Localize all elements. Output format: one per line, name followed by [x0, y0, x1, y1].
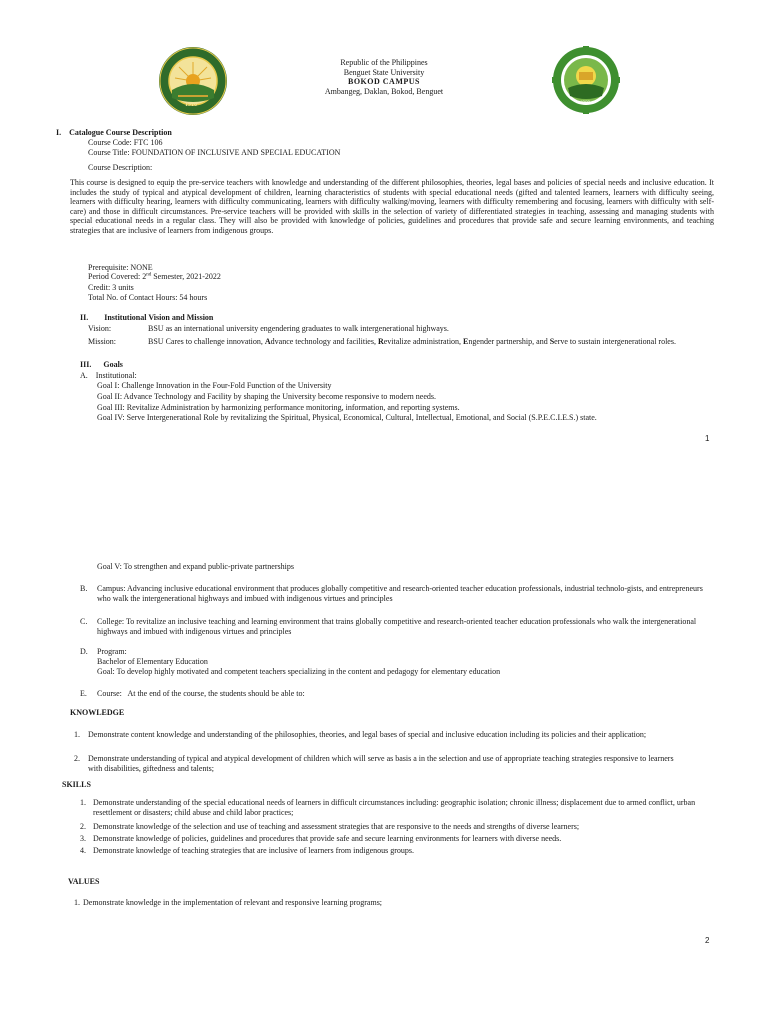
left-seal-year: 1916	[185, 102, 197, 108]
values-item-1: Demonstrate knowledge in the implementation of relevant and responsive learning programs;	[83, 898, 383, 907]
section-2-title: Institutional Vision and Mission	[104, 313, 214, 322]
skills-item-4: Demonstrate knowledge of teaching strategies that are inclusive of learners from indigenous groups.	[93, 846, 415, 855]
course-code: Course Code: FTC 106	[88, 138, 163, 147]
prerequisite: Prerequisite: NONE	[88, 263, 153, 272]
skills-item-1: Demonstrate understanding of the special educational needs of learners in difficult circumstances including: geographic isolation; chronic illness; displacement due to armed conflict, urban resettlement or disasters; child abuse and child labor practices;	[93, 798, 696, 817]
goals-d-title: Program:	[97, 647, 127, 656]
letterhead-address: Ambangeg, Daklan, Bokod, Benguet	[324, 86, 444, 96]
institutional-goal-4: Goal IV: Serve Intergenerational Role by revitalizing the Spiritual, Physical, Economical, Cultural, Intellectual, Emotional, and Social (S.P.E.C.I.E.S.) state.	[97, 413, 597, 422]
knowledge-heading: KNOWLEDGE	[70, 708, 125, 717]
program-goal: Goal: To develop highly motivated and competent teachers specializing in the content and pedagogy for elementary education	[97, 667, 501, 676]
mission-part: evitalize administration,	[383, 337, 464, 346]
values-heading: VALUES	[68, 877, 100, 886]
mission-initial-s: S	[549, 337, 555, 346]
course-title: Course Title: FOUNDATION OF INCLUSIVE AND SPECIAL EDUCATION	[88, 148, 341, 157]
letterhead	[270, 58, 498, 96]
goals-d-label: D.	[80, 647, 88, 656]
knowledge-item-1-num: 1.	[74, 730, 80, 739]
skills-item-4-num: 4.	[80, 846, 86, 855]
section-1-number: I.	[56, 128, 62, 137]
mission-part: BSU Cares to challenge innovation,	[148, 337, 265, 346]
page-number-2: 2	[705, 936, 710, 945]
section-3-title: Goals	[103, 360, 123, 369]
letterhead-country: Republic of the Philippines	[340, 58, 428, 67]
goals-b-text: Campus: Advancing inclusive educational environment that produces globally competitive and research-oriented teacher education professionals, industrial technolo-gists, and entrepreneurs who walk the intergenerational highways and imbued with indigenous virtues and principles	[97, 584, 703, 603]
goals-e-text: Course: At the end of the course, the students should be able to:	[97, 689, 305, 698]
skills-item-2-num: 2.	[80, 822, 86, 831]
period-covered-rest: Semester, 2021-2022	[151, 272, 221, 281]
skills-item-3-num: 3.	[80, 834, 86, 843]
institutional-goal-3: Goal III: Revitalize Administration by harmonizing performance monitoring, information, and reporting systems.	[97, 403, 460, 412]
period-covered-label: Period Covered: 2	[88, 272, 147, 281]
mission-text	[148, 337, 688, 347]
letterhead-university: Benguet State University	[343, 67, 425, 77]
mission-initial-r: R	[377, 337, 384, 346]
section-1-title: Catalogue Course Description	[69, 128, 172, 137]
knowledge-item-1: Demonstrate content knowledge and understanding of the philosophies, theories, and legal bases of special and inclusive education including its policies and their application;	[88, 730, 647, 739]
mission-initial-a: A	[264, 337, 271, 346]
skills-item-2: Demonstrate knowledge of the selection and use of teaching and assessment strategies that are responsive to the needs and strengths of diverse learners;	[93, 822, 580, 831]
section-3-heading	[80, 360, 123, 370]
mission-label: Mission:	[88, 337, 117, 346]
section-2-heading	[80, 313, 213, 323]
letterhead-campus: BOKOD CAMPUS	[348, 77, 420, 86]
course-description-label: Course Description:	[88, 163, 153, 172]
skills-item-1-num: 1.	[80, 798, 86, 807]
period-covered-sup: nd	[146, 272, 152, 278]
mission-initial-e: E	[463, 337, 469, 346]
knowledge-item-2-num: 2.	[74, 754, 80, 763]
goal-5: Goal V: To strengthen and expand public-private partnerships	[97, 562, 294, 571]
right-seal-year: 1989	[580, 101, 590, 106]
knowledge-item-2: Demonstrate understanding of typical and atypical development of children which will serve as basis a in the selection and use of appropriate teaching strategies responsive to learners with disabilities, giftedness and talents;	[88, 754, 674, 773]
period-covered	[88, 272, 221, 282]
goals-b-label: B.	[80, 584, 88, 593]
vision-text: BSU as an international university engendering graduates to walk intergenerational highways.	[148, 324, 449, 333]
goals-a-heading	[80, 371, 137, 381]
course-description: This course is designed to equip the pre-service teachers with knowledge and understanding of the different philosophies, theories, legal bases and policies of special needs and inclusive education. It includes the study of typical and atypical development of children, learning characteristics of students with special educational needs (gifted and talented learners, learners with difficulty seeing, learners with difficulty hearing, learners with difficulty communicating, learners with difficulty walking/moving, learners with difficulty remembering and focusing, learners with difficulty with self-care) and those in difficult circumstances. Pre-service teachers will be provided with skills in the selection of variety of differentiated strategies in teaching, assessing and managing students with special educational needs in a regular class. They will also be provided with knowledge of policies, guidelines and procedures that provide safe and secure learning environments, and teaching strategies that are inclusive of learners from indigenous groups.	[70, 178, 714, 235]
right-seal	[552, 46, 620, 114]
skills-heading: SKILLS	[62, 780, 91, 789]
section-1-heading	[56, 128, 172, 138]
section-3-number: III.	[80, 360, 92, 369]
section-2-number: II.	[80, 313, 89, 322]
left-seal	[158, 46, 228, 116]
credit: Credit: 3 units	[88, 283, 134, 292]
mission-part: ngender partnership, and	[468, 337, 550, 346]
skills-item-3: Demonstrate knowledge of policies, guidelines and procedures that provide safe and secure learning environments for learners with diverse needs.	[93, 834, 562, 843]
contact-hours: Total No. of Contact Hours: 54 hours	[88, 293, 208, 302]
values-item-1-num: 1.	[74, 898, 80, 907]
goals-e-label: E.	[80, 689, 87, 698]
institutional-goal-1: Goal I: Challenge Innovation in the Four-Fold Function of the University	[97, 381, 332, 390]
vision-label: Vision:	[88, 324, 112, 333]
institutional-goal-2: Goal II: Advance Technology and Facility by shaping the University become responsive to modern needs.	[97, 392, 436, 401]
goals-c-label: C.	[80, 617, 88, 626]
goals-c-text: College: To revitalize an inclusive teaching and learning environment that trains globally competitive and research-oriented teacher education professionals who walk the intergenerational highways and imbued with indigenous virtues and principles	[97, 617, 697, 636]
program-name: Bachelor of Elementary Education	[97, 657, 208, 666]
mission-part: dvance technology and facilities,	[270, 337, 378, 346]
mission-part: erve to sustain intergenerational roles.	[554, 337, 676, 346]
goals-a-title: Institutional:	[95, 371, 137, 380]
goals-a-label: A.	[80, 371, 88, 380]
page-number-1: 1	[705, 434, 710, 443]
